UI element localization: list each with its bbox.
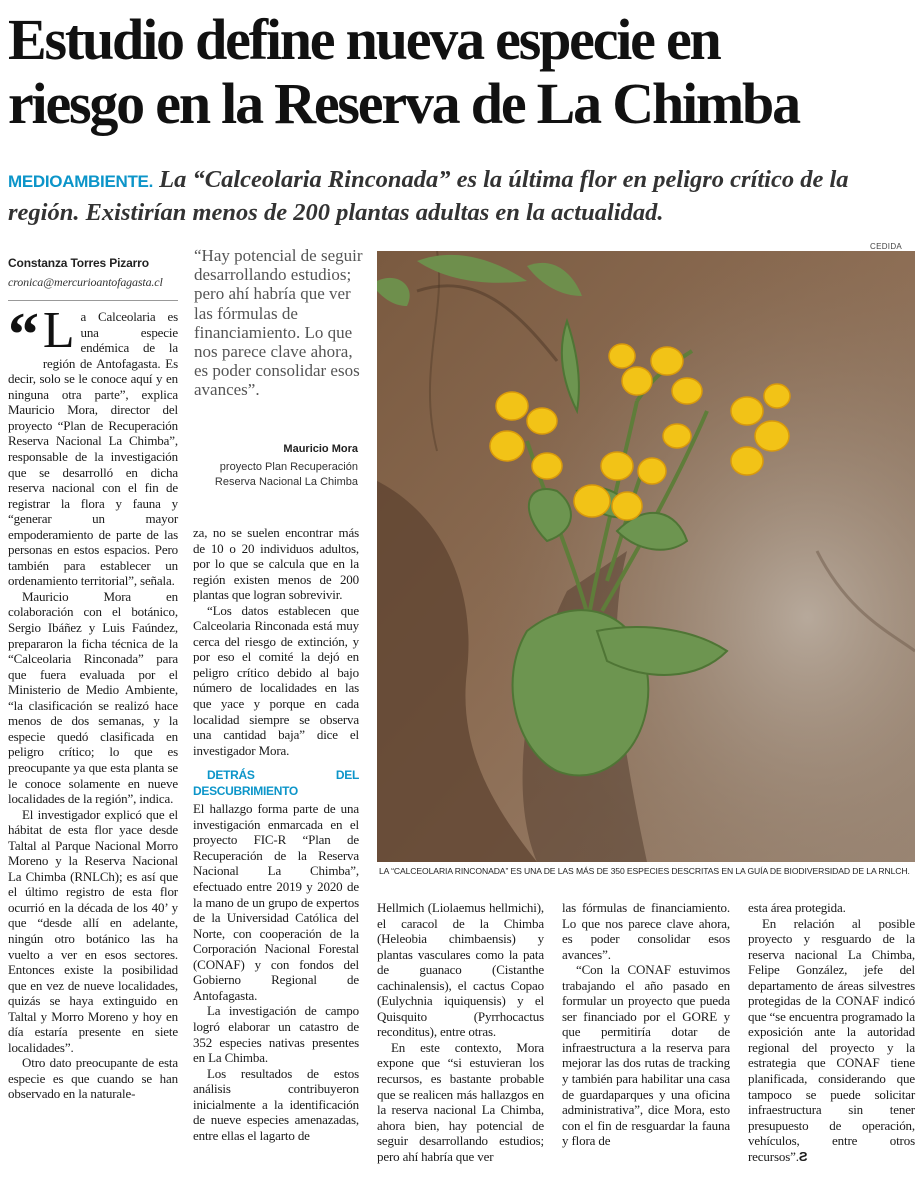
paragraph: Los resultados de estos análisis contribuyeron inicialmente a la identificación de nueve especies amenazadas, entre ellas el lagarto de xyxy=(193,1065,359,1143)
dropcap-letter: L xyxy=(42,302,75,360)
section-kicker: MEDIOAMBIENTE. xyxy=(8,172,154,191)
author-name: Constanza Torres Pizarro xyxy=(8,256,149,270)
text-column-1 xyxy=(8,256,178,1102)
article-deck xyxy=(8,164,913,228)
photo-credit: CEDIDA xyxy=(870,242,903,251)
photo-caption: LA “CALCEOLARIA RINCONADA” ES UNA DE LAS MÁS DE 350 ESPECIES DESCRITAS EN LA GUÍA DE BIODIVERSIDAD DE LA RNLCH. xyxy=(379,866,910,876)
author-email: cronica@mercurioantofagasta.cl xyxy=(8,274,163,289)
paragraph: En este contexto, Mora expone que “si estuvieran los recursos, es bastante probable que se realicen más hallazgos en la reserva nacional La Chimba, ahora bien, hay potencial de seguir desarrollando estudios; pero ahí habría que ver xyxy=(377,1039,544,1164)
section-subhead: DETRÁS DEL DESCUBRIMIENTO xyxy=(193,768,359,798)
deck-text: La “Calceolaria Rinconada” es la última flor en peligro crítico de la región. Existirían menos de 200 plantas adultas en la actualidad. xyxy=(8,166,849,226)
paragraph: El investigador explicó que el hábitat de esta flor yace desde Taltal al Parque Nacional Morro Moreno y la Reserva Nacional La Chimba (RNLCh); es así que el último registro de esta flor ocurrió en la década de los 40’ y que “desde allí en adelante, ningún otro botánico las ha vuelto a ver en esos sectores. Entonces existe la posibilidad que en vez de nueve localidades, quizás se haya extinguido en Taltal y Morro Moreno y hoy en día estaría presente en siete localidades”. xyxy=(8,806,178,1055)
pull-quote-role: proyecto Plan Recuperación Reserva Nacional La Chimba xyxy=(214,461,358,488)
text-column-5 xyxy=(748,900,915,1164)
paragraph: Otro dato preocupante de esta especie es que cuando se han observado en la naturale- xyxy=(8,1055,178,1102)
pull-quote-name: Mauricio Mora xyxy=(283,443,358,455)
paragraph: za, no se suelen encontrar más de 10 o 20 individuos adultos, por lo que se calcula que en la región existen menos de 200 plantas que logran sobrevivir. xyxy=(193,525,359,603)
paragraph: las fórmulas de financiamiento. Lo que nos parece clave ahora, es poder consolidar esos avances”. xyxy=(562,900,730,962)
pull-quote: “Hay potencial de seguir desarrollando estudios; pero ahí habría que ver las fórmulas de financiamiento. Lo que nos parece clave ahora, es poder consolidar esos avances”. xyxy=(194,246,363,400)
article-headline xyxy=(8,8,913,136)
calceolaria-plant-image xyxy=(377,251,915,862)
paragraph: El hallazgo forma parte de una investigación enmarcada en el proyecto FIC-R “Plan de Recuperación de la Reserva Nacional La Chimba”, efectuado entre 2019 y 2020 de la mano de un grupo de expertos de la Universidad Católica del Norte, con cooperación de la Corporación Nacional Forestal (CONAF) y con fondos del Gobierno Regional de Antofagasta. xyxy=(193,801,359,1003)
text-column-3 xyxy=(377,900,544,1164)
paragraph xyxy=(748,916,915,1165)
text-column-4 xyxy=(562,900,730,1149)
paragraph: esta área protegida. xyxy=(748,900,846,915)
paragraph: La investigación de campo logró elaborar un catastro de 352 especies nativas presentes en La Chimba. xyxy=(193,1003,359,1066)
paragraph: Hellmich (Liolaemus hellmichi), el caracol de la Chimba (Heleobia chimbaensis) y plantas vasculares como la pata de guanaco (Cistanthe cachinalensis), el cactus Copao (Eulychnia iquiquensis) y el Quisquito (Pyrrhocactus reconditus), entre otras. xyxy=(377,900,544,1040)
paragraph: “Con la CONAF estuvimos trabajando el año pasado en formular un proyecto que pueda ser financiado por el GORE y que permitiría dotar de infraestructura a la reserva para mejorar las dos rutas de tracking y también para habilitar una casa de guardaparques y una oficina administrativa”, dice Mora, esto con el fin de resguardar la fauna y flora de xyxy=(562,962,730,1149)
headline-line-2: riesgo en la Reserva de La Chimba xyxy=(8,71,799,136)
paragraph: “Los datos establecen que Calceolaria Rinconada está muy cerca del riesgo de extinción, y por eso el comité la dejó en peligro crítico debido al bajo número de localidades en las que yace y porque en cada localidad siempre se observa una cantidad baja” dice el investigador Mora. xyxy=(193,602,359,758)
dropcap-quote: “ xyxy=(8,301,39,370)
text-column-2 xyxy=(193,525,359,1143)
paragraph: a Calceolaria es una especie endémica de la región de Antofagasta. Es decir, solo se le conoce aquí y en ninguna otra parte”, explica Mauricio Mora, director del proyecto “Plan de Recuperación Reserva Nacional La Chimba”, responsable de la investigación que se desarrolló en dicha reserva nacional con el fin de registrar la flora y fauna y “generar un mayor empoderamiento de parte de las personas en estos espacios. Pero también para establecer un ordenamiento territorial”, señala. xyxy=(8,309,178,589)
paragraph-text: En relación al posible proyecto y resguardo de la reserva nacional La Chimba, Felipe González, jefe del departamento de áreas silvestres protegidas de la CONAF indicó que “se encuentra programado la exposición ante la autoridad regional del proyecto y la estrategia que CONAF tiene planificada, considerando que tampoco se puede solicitar infraestructura sin tener presupuesto de operación, vehículos, entre otros recursos”. xyxy=(748,915,915,1164)
headline-line-1: Estudio define nueva especie en xyxy=(8,7,720,72)
flower-photo xyxy=(377,251,915,862)
end-mark: Ƨ xyxy=(798,1148,808,1164)
paragraph: Mauricio Mora en colaboración con el botánico, Sergio Ibáñez y Luis Faúndez, prepararon la ficha técnica de la “Calceolaria Rinconada” para que fuera evaluada por el Ministerio de Medio Ambiente, “la clasificación se realizó hace menos de dos semanas, y la especie quedó clasificada en peligro crítico; lo que es preocupante ya que esta planta se le conoce solamente en nueve localidades de la región”, indica. xyxy=(8,588,178,807)
